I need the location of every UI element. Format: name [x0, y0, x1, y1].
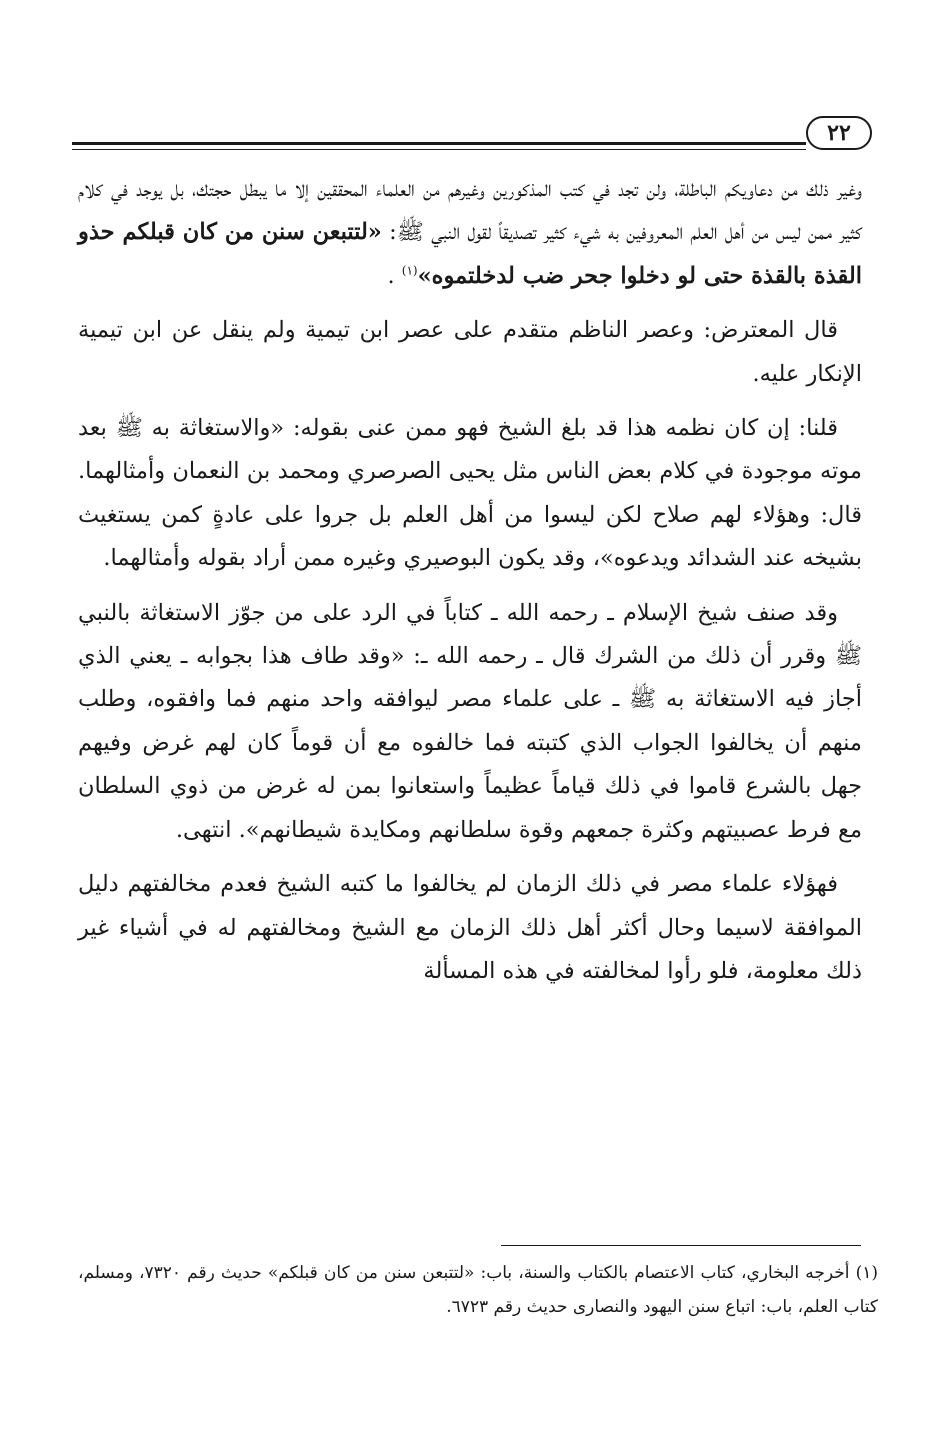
footnote-1: (١) أخرجه البخاري، كتاب الاعتصام بالكتاب والسنة، باب: «لتتبعن سنن من كان قبلكم» حديث رقم ٧٣٢٠، ومسلم، كتاب العلم، باب: اتباع سنن اليهود والنصارى حديث رقم ٦٧٢٣. — [78, 1263, 878, 1317]
paragraph-1 — [78, 168, 862, 298]
header-rule — [72, 142, 806, 150]
page-number: ٢٢ — [806, 116, 872, 150]
paragraph-2: قال المعترض: وعصر الناظم متقدم على عصر ابن تيمية ولم ينقل عن ابن تيمية الإنكار عليه. — [78, 317, 862, 387]
body-text — [78, 168, 862, 1004]
footnote-ref[interactable]: (١) — [401, 263, 418, 278]
hadith-quote: «لتتبعن سنن من كان قبلكم حذو القذة بالقذة حتى لو دخلوا جحر ضب لدخلتموه» — [78, 219, 862, 289]
paragraph-1-end: . — [387, 262, 402, 289]
paragraph-5: فهؤلاء علماء مصر في ذلك الزمان لم يخالفوا ما كتبه الشيخ فعدم مخالفتهم دليل الموافقة لاسيما وحال أكثر أهل ذلك الزمان مع الشيخ ومخالفتهم له في أشياء غير ذلك معلومة، فلو رأوا لمخالفته في هذه المسألة — [78, 871, 862, 984]
footnote-divider — [501, 1245, 861, 1246]
paragraph-4: وقد صنف شيخ الإسلام ـ رحمه الله ـ كتاباً في الرد على من جوّز الاستغاثة بالنبي ﷺ وقرر أن ذلك من الشرك قال ـ رحمه الله ـ: «وقد طاف هذا بجوابه ـ يعني الذي أجاز فيه الاستغاثة به ﷺ ـ على علماء مصر ليوافقه واحد منهم فما وافقوه، وطلب منهم أن يخالفوا الجواب الذي كتبته فما خالفوه مع أن قوماً كان لهم غرض وفيهم جهل بالشرع قاموا في ذلك قياماً عظيماً واستعانوا بمن له غرض من ذوي السلطان مع فرط عصبيتهم وكثرة جمعهم وقوة سلطانهم ومكايدة شيطانهم». انتهى. — [78, 599, 862, 843]
paragraph-1-text: وغير ذلك من دعاويكم الباطلة، ولن تجد في كتب المذكورين وغيرهم من العلماء المحققين إلا ما يبطل حجتك، بل يوجد في كلام كثير ممن ليس من أهل العلم المعروفين به شيء كثير تصديقاً لقول النبي ﷺ: — [78, 176, 862, 246]
paragraph-3: قلنا: إن كان نظمه هذا قد بلغ الشيخ فهو ممن عنى بقوله: «والاستغاثة به ﷺ بعد موته موجودة في كلام بعض الناس مثل يحيى الصرصري ومحمد بن النعمان وأمثالهما. قال: وهؤلاء لهم صلاح لكن ليسوا من أهل العلم بل جروا على عادةٍ كمن يستغيث بشيخه عند الشدائد ويدعوه»، وقد يكون البوصيري وغيره ممن أراد بقوله وأمثالهما. — [78, 415, 862, 572]
footnotes — [78, 1256, 878, 1324]
page-header — [72, 112, 872, 156]
